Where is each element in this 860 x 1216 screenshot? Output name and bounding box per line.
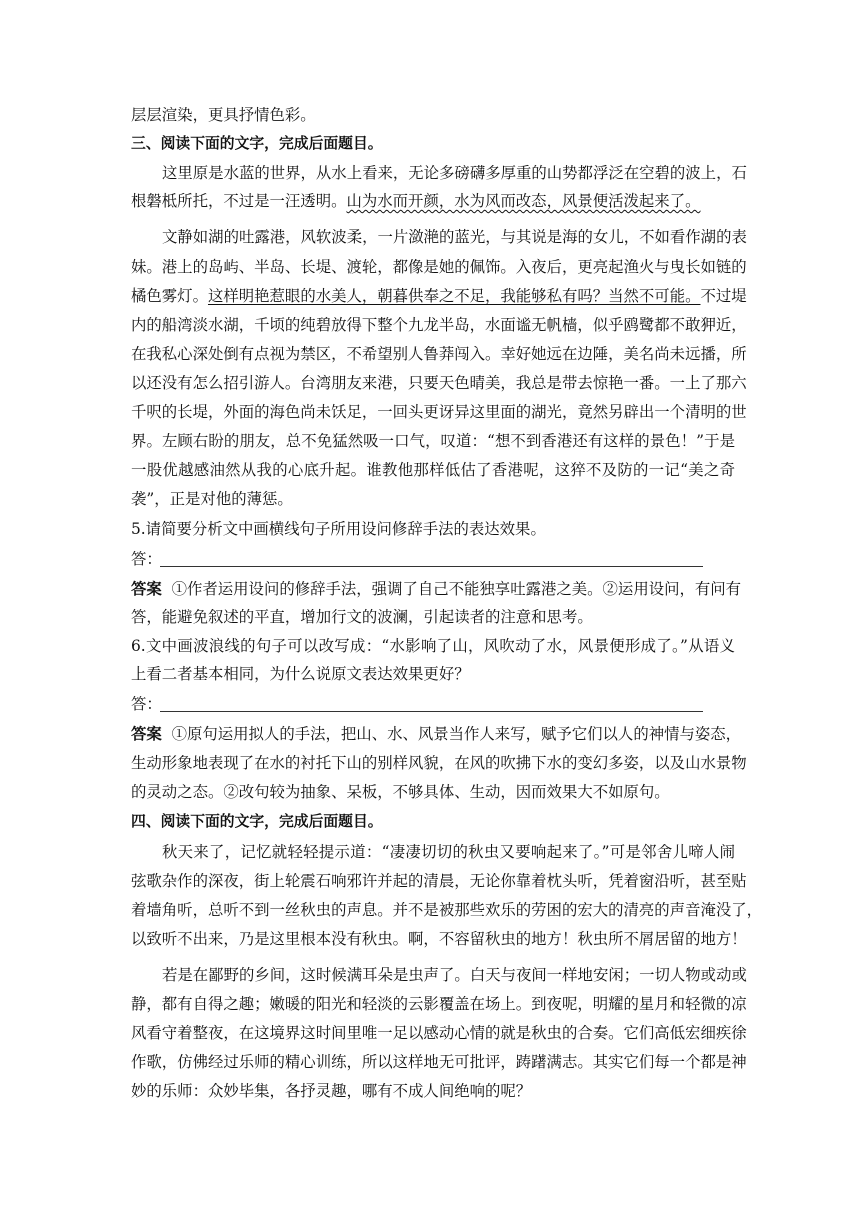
passage-text: 不过堤 (700, 287, 747, 305)
passage-line: 若是在鄙野的乡间，这时候满耳朵是虫声了。白天与夜间一样地安闲；一切人物或动或 (162, 966, 747, 984)
answer-prefix: 答： (131, 550, 162, 568)
passage-line: 以致听不出来，乃是这里根本没有秋虫。啊，不容留秋虫的地方！秋虫所不屑居留的地方！ (131, 930, 747, 948)
passage-line: 袭”，正是对他的薄惩。 (131, 490, 293, 508)
answer-text: ①作者运用设问的修辞手法，强调了自己不能独享吐露港之美。②运用设问，有问有 (171, 580, 742, 598)
passage-line: 静，都有自得之趣；嫩暖的阳光和轻淡的云影覆盖在场上。到夜呢，明耀的星月和轻微的凉 (131, 995, 747, 1013)
passage-line (131, 285, 747, 307)
answer-6-line: 的灵动之态。②改句较为抽象、呆板，不够具体、生动，因而效果大不如原句。 (131, 783, 670, 801)
question-5: 5.请简要分析文中画横线句子所用设问修辞手法的表达效果。 (131, 520, 546, 538)
answer-5-line: 答，能避免叙述的平直，增加行文的波澜，引起读者的注意和思考。 (131, 608, 593, 626)
passage-line: 秋天来了，记忆就轻轻提示道：“凄凄切切的秋虫又要响起来了。”可是邻舍儿啼人闹 (162, 843, 735, 861)
question-6: 6.文中画波浪线的句子可以改写成：“水影响了山，风吹动了水，风景便形成了。”从语义 (131, 637, 735, 655)
section-heading-4: 四、阅读下面的文字，完成后面题目。 (131, 813, 383, 830)
section-heading-3: 三、阅读下面的文字，完成后面题目。 (131, 135, 383, 152)
answer-label: 答案 (131, 725, 162, 743)
passage-text: 橘色雾灯。 (131, 287, 208, 305)
answer-blank-6[interactable] (160, 711, 703, 712)
answer-6-line: 生动形象地表现了在水的衬托下山的别样风貌，在风的吹拂下水的变幻多姿，以及山水景物 (131, 754, 747, 772)
passage-line: 风看守着整夜，在这境界这时间里唯一足以感动心情的就是秋虫的合奏。它们高低宏细疾徐 (131, 1024, 747, 1042)
answer-5-line (131, 578, 742, 600)
underlined-sentence: 这样明艳惹眼的水美人，朝暮供奉之不足，我能够私有吗？当然不可能。 (207, 287, 701, 305)
passage-line: 千呎的长堤，外面的海色尚未饫足，一回头更讶异这里面的湖光，竟然另辟出一个清明的世 (131, 403, 747, 421)
answer-blank-5[interactable] (160, 566, 703, 567)
passage-line: 内的船湾淡水湖，千顷的纯碧放得下整个九龙半岛，水面谧无帆樯，似乎鸥鹭都不敢狎近， (131, 316, 747, 334)
answer-prefix: 答： (131, 695, 162, 713)
passage-line: 着墙角听，总听不到一丝秋虫的声息。并不是被那些欢乐的劳困的宏大的清亮的声音淹没了， (131, 901, 763, 919)
answer-label: 答案 (131, 580, 162, 598)
text-line: 层层渲染，更具抒情色彩。 (131, 106, 316, 124)
passage-line: 以还没有怎么招引游人。台湾朋友来港，只要天色晴美，我总是带去惊艳一番。一上了那六 (131, 374, 747, 392)
answer-text: ①原句运用拟人的手法，把山、水、风景当作人来写，赋予它们以人的神情与姿态， (171, 725, 742, 743)
passage-line (131, 190, 735, 212)
passage-line: 文静如湖的吐露港，风软波柔，一片潋滟的蓝光，与其说是海的女儿，不如看作湖的表 (162, 228, 747, 246)
passage-line: 在我私心深处倒有点视为禁区，不希望别人鲁莽闯入。幸好她远在边陲，美名尚未远播，所 (131, 345, 747, 363)
passage-text: 根磐柢所托，不过是一汪透明。 (131, 192, 347, 210)
passage-line: 这里原是水蓝的世界，从水上看来，无论多磅礴多厚重的山势都浮泛在空碧的波上，石 (162, 164, 747, 182)
question-6-line: 上看二者基本相同，为什么说原文表达效果更好？ (131, 665, 470, 683)
passage-line: 弦歌杂作的深夜，街上轮震石响邪许并起的清晨，无论你靠着枕头听，凭着窗沿听，甚至贴 (131, 872, 747, 890)
answer-6-line (131, 723, 742, 745)
passage-line: 妙的乐师：众妙毕集，各抒灵趣，哪有不成人间绝响的呢？ (131, 1082, 532, 1100)
passage-line: 作歌，仿佛经过乐师的精心训练，所以这样地无可批评，踌躇满志。其实它们每一个都是神 (131, 1053, 747, 1071)
passage-line: 妹。港上的岛屿、半岛、长堤、渡轮，都像是她的佩饰。入夜后，更亮起渔火与曳长如链的 (131, 258, 747, 276)
passage-line: 界。左顾右盼的朋友，总不免猛然吸一口气，叹道：“想不到香港还有这样的景色！”于是 (131, 432, 735, 450)
wavy-underlined-sentence: 山为水而开颜，水为风而改态，风景便活泼起来了。 (346, 192, 701, 210)
passage-line: 一股优越感油然从我的心底升起。谁教他那样低估了香港呢，这猝不及防的一记“美之奇 (131, 461, 735, 479)
